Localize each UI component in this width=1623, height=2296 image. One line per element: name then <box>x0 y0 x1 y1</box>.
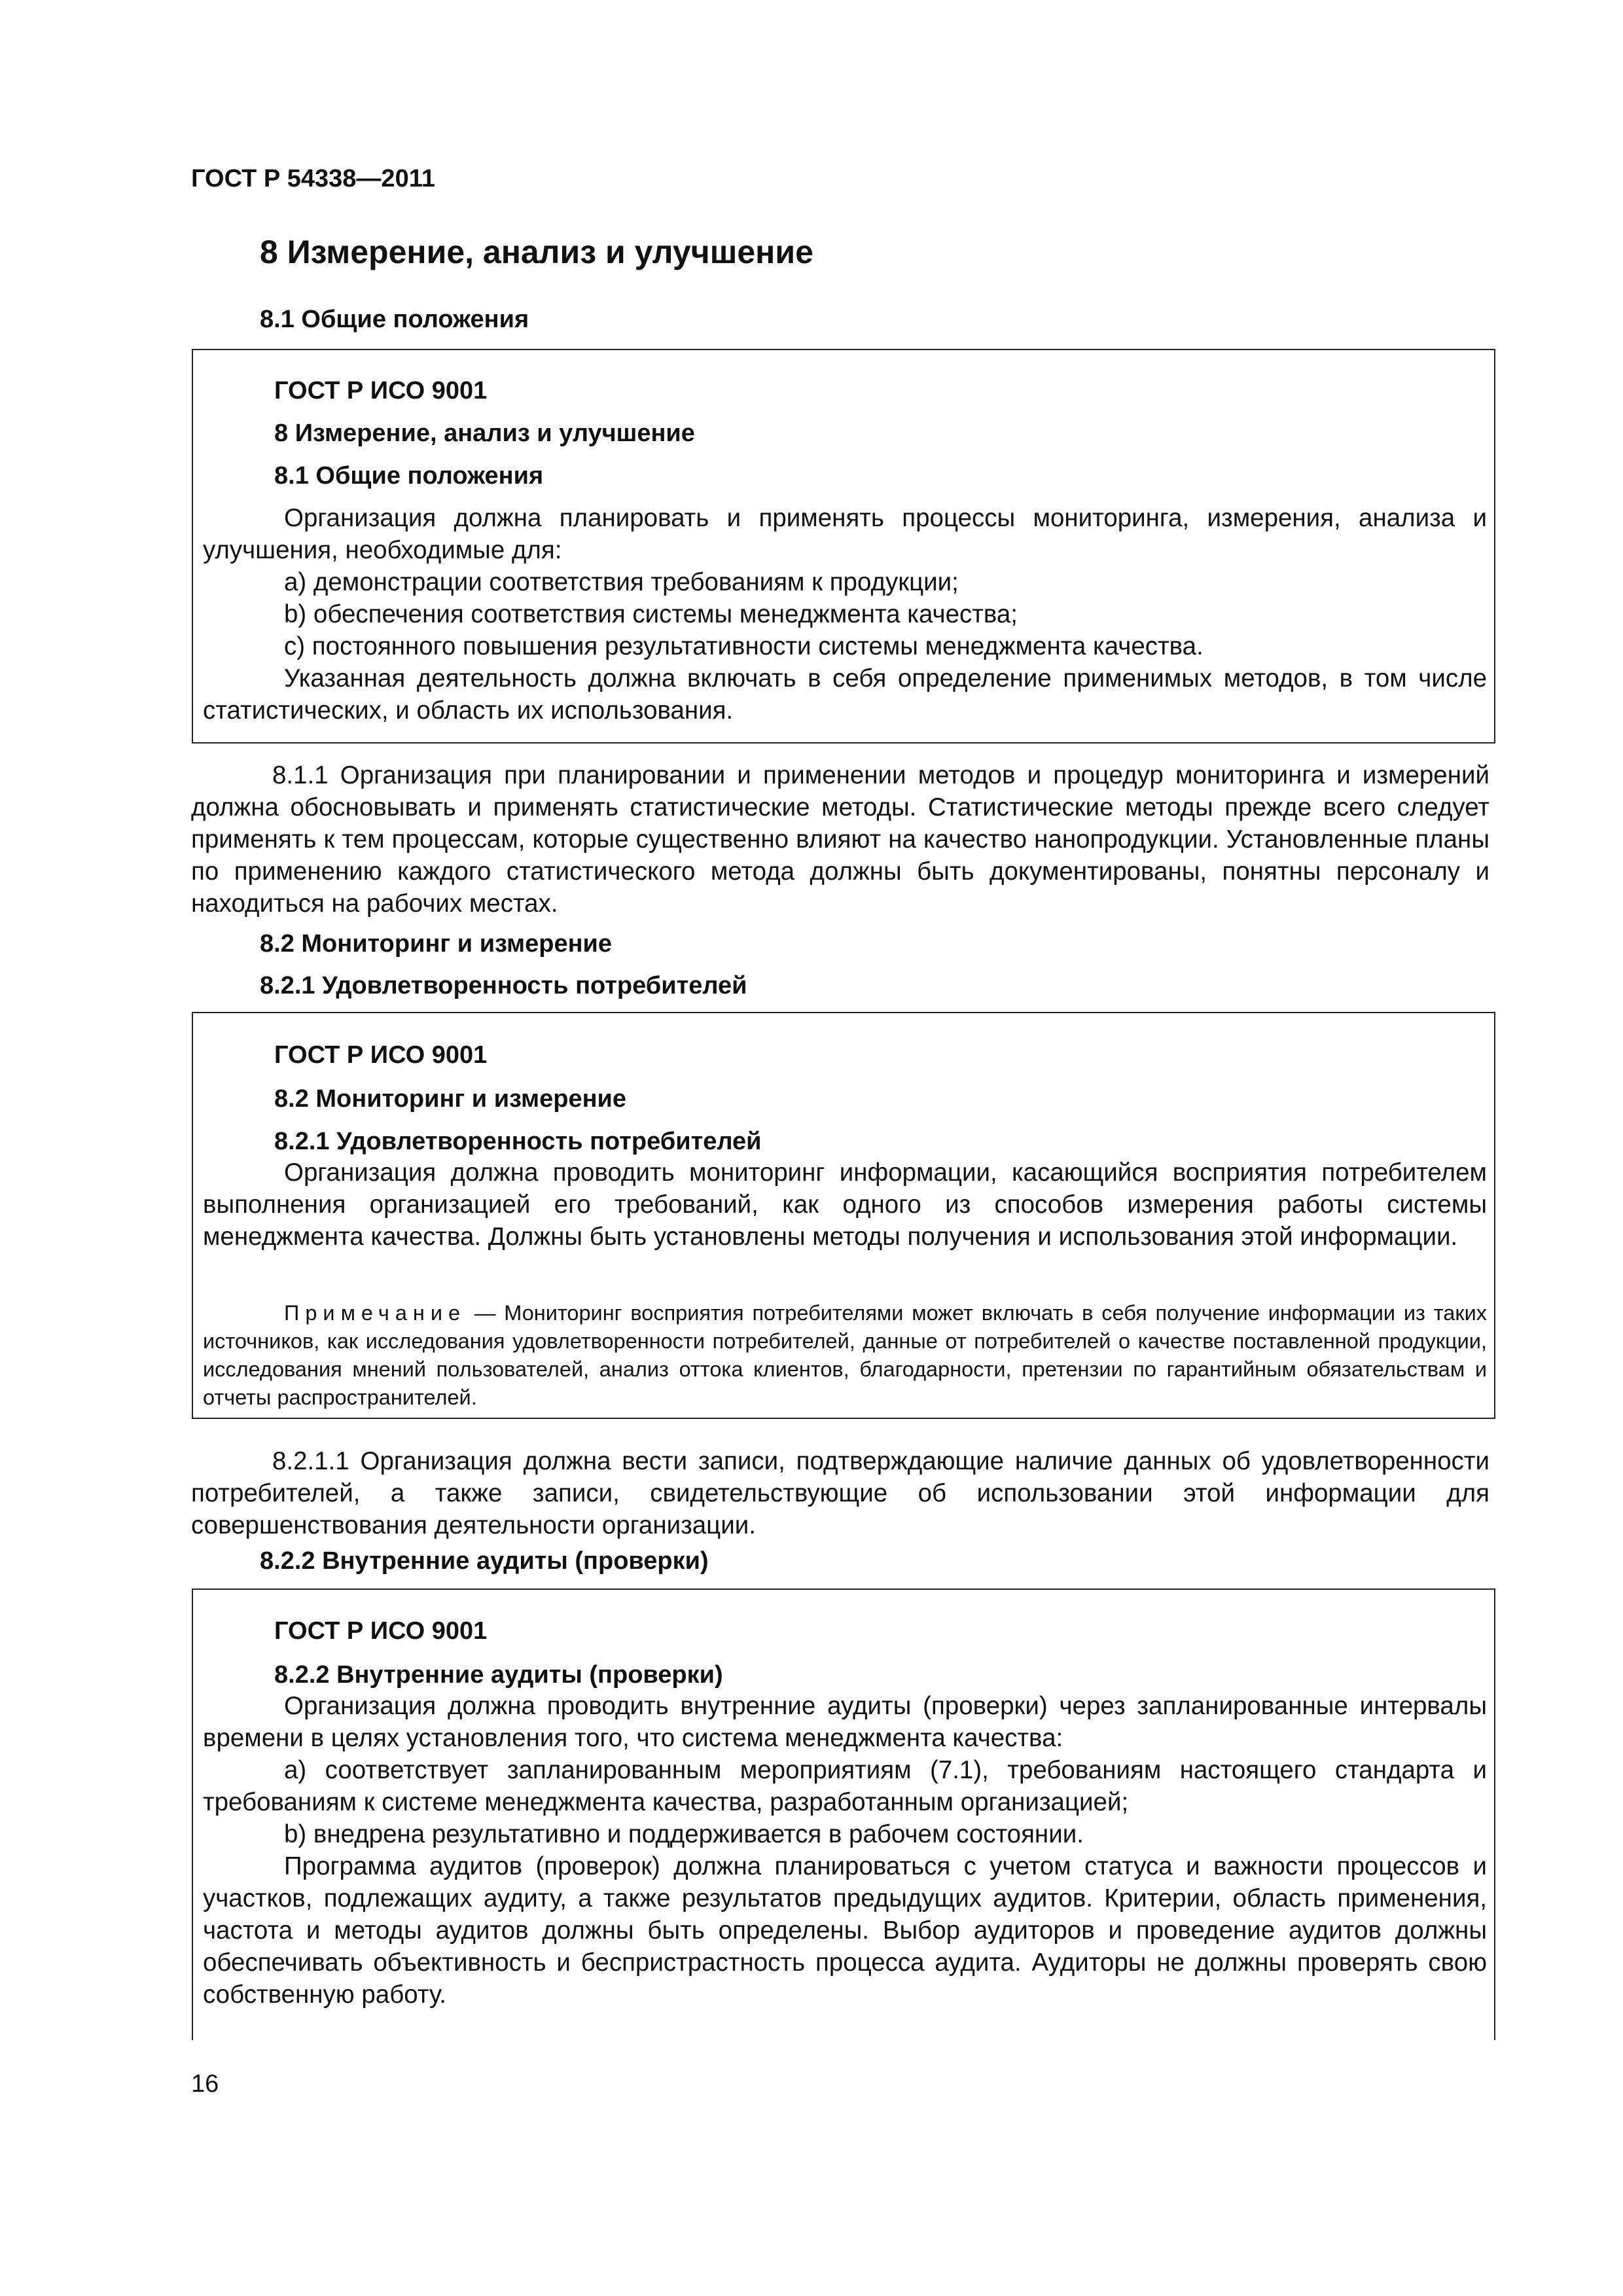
box1-heading-8: 8 Измерение, анализ и улучшение <box>274 420 695 447</box>
box1-intro: Организация должна планировать и применять процессы мониторинга, измерения, анализа и улучшения, необходимые для: <box>203 504 1487 564</box>
box1-item-b: b) обеспечения соответствия системы менеджмента качества; <box>284 600 1018 628</box>
box1-heading-8-1: 8.1 Общие положения <box>274 462 544 490</box>
section-title: 8 Измерение, анализ и улучшение <box>260 234 813 270</box>
box1-standard-label: ГОСТ Р ИСО 9001 <box>274 377 488 404</box>
box1-item-a: a) демонстрации соответствия требованиям к продукции; <box>284 568 959 596</box>
box2-text: Организация должна проводить мониторинг информации, касающийся восприятия потребителем выполнения организацией его требований, как одного из способов измерения работы системы менеджмента качества. Должны быть установлены методы получения и использования этой информации. <box>203 1158 1487 1251</box>
box3-body <box>203 1690 1487 2011</box>
box3-standard-label: ГОСТ Р ИСО 9001 <box>274 1617 488 1645</box>
box2-note <box>203 1299 1487 1412</box>
box1-body <box>203 502 1487 726</box>
page-number: 16 <box>191 2070 219 2098</box>
subsection-8-2-heading: 8.2 Мониторинг и измерение <box>260 930 613 958</box>
box1-closing: Указанная деятельность должна включать в себя определение применимых методов, в том числе статистических, и область их использования. <box>203 664 1487 725</box>
box2-body <box>203 1157 1487 1253</box>
box3-intro: Организация должна проводить внутренние аудиты (проверки) через запланированные интервалы времени в целях установления того, что система менеджмента качества: <box>203 1692 1487 1752</box>
paragraph-8-1-1 <box>191 759 1489 920</box>
subsection-8-2-2-heading: 8.2.2 Внутренние аудиты (проверки) <box>260 1547 709 1575</box>
box2-heading-8-2-1: 8.2.1 Удовлетворенность потребителей <box>274 1128 762 1155</box>
paragraph-8-2-1-1-text: 8.2.1.1 Организация должна вести записи, подтверждающие наличие данных об удовлетворенности потребителей, а также записи, свидетельствующие об использовании этой информации для совершенствования деятельности организации. <box>191 1447 1489 1539</box>
paragraph-8-1-1-text: 8.1.1 Организация при планировании и применении методов и процедур мониторинга и измерений должна обосновывать и применять статистические методы. Статистические методы прежде всего следует применять к тем процессам, которые существенно влияют на качество нанопродукции. Установленные планы по применению каждого статистического метода должны быть документированы, понятны персоналу и находиться на рабочих местах. <box>191 761 1489 918</box>
document-code: ГОСТ Р 54338—2011 <box>191 165 435 192</box>
box2-standard-label: ГОСТ Р ИСО 9001 <box>274 1041 488 1069</box>
box3-heading-8-2-2: 8.2.2 Внутренние аудиты (проверки) <box>274 1661 723 1689</box>
subsection-8-1-heading: 8.1 Общие положения <box>260 306 529 333</box>
paragraph-8-2-1-1 <box>191 1445 1489 1541</box>
box2-heading-8-2: 8.2 Мониторинг и измерение <box>274 1085 627 1113</box>
box3-item-a: a) соответствует запланированным мероприятиям (7.1), требованиям настоящего стандарта и требованиям к системе менеджмента качества, разработанным организацией; <box>203 1756 1487 1816</box>
note-label: Примечание <box>284 1301 467 1325</box>
box1-item-c: c) постоянного повышения результативности системы менеджмента качества. <box>284 632 1204 660</box>
box3-program: Программа аудитов (проверок) должна планироваться с учетом статуса и важности процессов и участков, подлежащих аудиту, а также результатов предыдущих аудитов. Критерии, область применения, частота и методы аудитов должны быть определены. Выбор аудиторов и проведение аудитов должны обеспечивать объективность и беспристрастность процесса аудита. Аудиторы не должны проверять свою собственную работу. <box>203 1852 1487 2009</box>
box3-item-b: b) внедрена результативно и поддерживается в рабочем состоянии. <box>284 1820 1084 1848</box>
note-text: — Мониторинг восприятия потребителями может включать в себя получение информации из таких источников, как исследования удовлетворенности потребителей, данные от потребителей о качестве поставленной продукции, исследования мнений пользователей, анализ оттока клиентов, благодарности, претензии по гарантийным обязательствам и отчеты распространителей. <box>203 1301 1487 1409</box>
subsection-8-2-1-heading: 8.2.1 Удовлетворенность потребителей <box>260 972 747 999</box>
